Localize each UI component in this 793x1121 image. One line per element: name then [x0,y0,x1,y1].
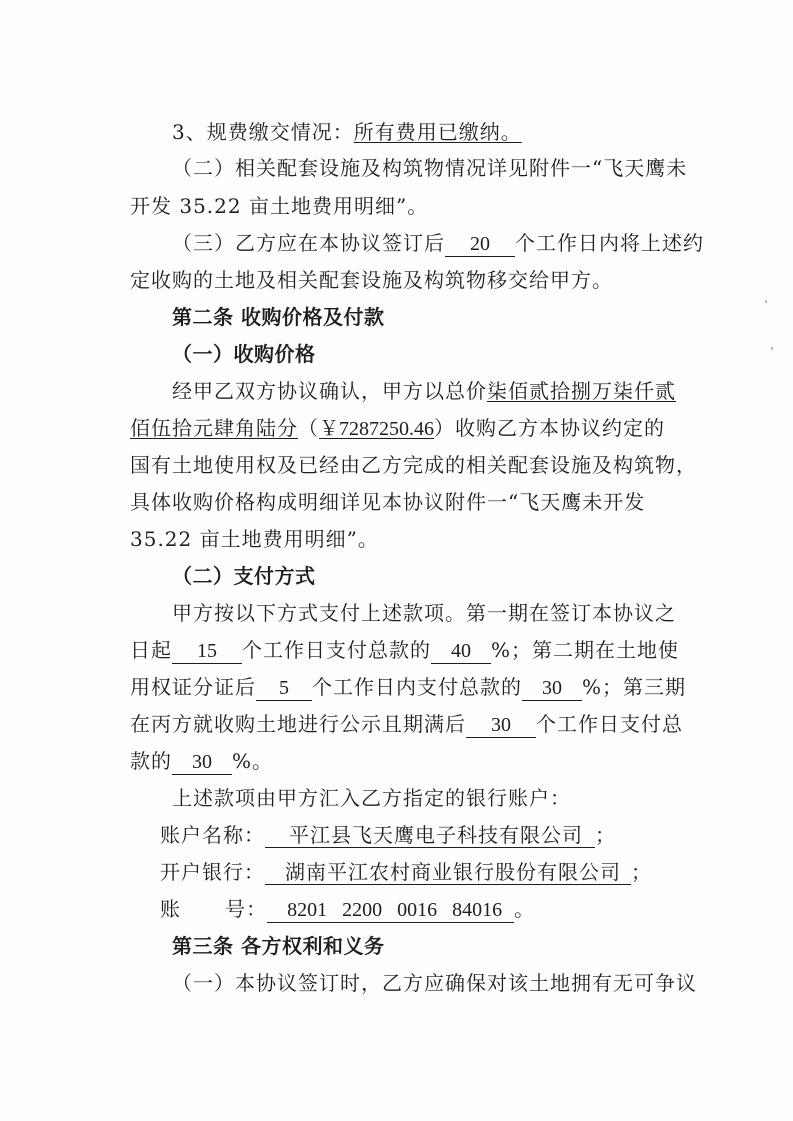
bank-intro: 上述款项由甲方汇入乙方指定的银行账户： [172,786,571,810]
phase2-percent: 30 [522,676,582,701]
payment-line-1: 甲方按以下方式支付上述款项。第一期在签订本协议之 [172,601,676,625]
price-line-2: 佰伍拾元肆角陆分（￥7287250.46）收购乙方本协议约定的 [130,416,665,440]
handover-days: 20 [445,232,515,257]
purchase-price-heading: （一）收购价格 [172,342,316,366]
price-in-words-1: 柒佰贰拾捌万柒仟贰 [487,379,676,403]
price-line-5: 35.22 亩土地费用明细”。 [130,527,379,551]
payment-method-heading: （二）支付方式 [172,564,316,588]
phase1-percent: 40 [431,639,491,664]
scan-speck [765,300,767,303]
price-line-3: 国有土地使用权及已经由乙方完成的相关配套设施及构筑物， [130,453,697,477]
account-number-value: 8201 2200 0016 84016 [267,898,514,923]
payment-line-3: 用权证分证后 5 个工作日内支付总款的 30 %；第三期 [130,675,687,699]
phase1-days: 15 [172,639,242,664]
price-line-1: 经甲乙双方协议确认，甲方以总价柒佰贰拾捌万柒仟贰 [172,379,676,403]
handover-line-2: 定收购的土地及相关配套设施及构筑物移交给甲方。 [130,268,613,292]
price-amount: ￥7287250.46 [319,418,434,440]
scan-speck [771,347,773,350]
payment-line-5: 款的 30 %。 [130,749,274,773]
facilities-line-2: 开发 35.22 亩土地费用明细”。 [130,194,429,218]
fee-status-value: 所有费用已缴纳。 [353,120,522,144]
price-line-4: 具体收购价格构成明细详见本协议附件一“飞天鹰未开发 [130,490,646,514]
price-in-words-2: 佰伍拾元肆角陆分 [130,416,298,440]
bank-name-value: 湖南平江农村商业银行股份有限公司 [265,860,631,885]
phase3-percent: 30 [172,750,232,775]
obligations-line-1: （一）本协议签订时，乙方应确保对该土地拥有无可争议 [172,971,697,995]
handover-line-1: （三）乙方应在本协议签订后 20 个工作日内将上述约 [172,231,704,255]
payment-line-2: 日起 15 个工作日支付总款的 40 %；第二期在土地使 [130,638,680,662]
account-name-value: 平江县飞天鹰电子科技有限公司 [265,823,595,848]
article-2-heading: 第二条 收购价格及付款 [172,305,385,329]
account-number-line: 账 号： 8201 2200 0016 84016 。 [160,897,536,921]
phase3-days: 30 [466,713,536,738]
facilities-line-1: （二）相关配套设施及构筑物情况详见附件一“飞天鹰未 [172,156,688,180]
fee-status-line: 3、规费缴交情况：所有费用已缴纳。 [172,120,522,144]
payment-line-4: 在丙方就收购土地进行公示且期满后 30 个工作日支付总 [130,712,683,736]
article-3-heading: 第三条 各方权利和义务 [172,934,385,958]
phase2-days: 5 [256,676,312,701]
bank-name-line: 开户银行： 湖南平江农村商业银行股份有限公司 ； [160,860,652,884]
account-name-line: 账户名称： 平江县飞天鹰电子科技有限公司 ； [160,823,616,847]
